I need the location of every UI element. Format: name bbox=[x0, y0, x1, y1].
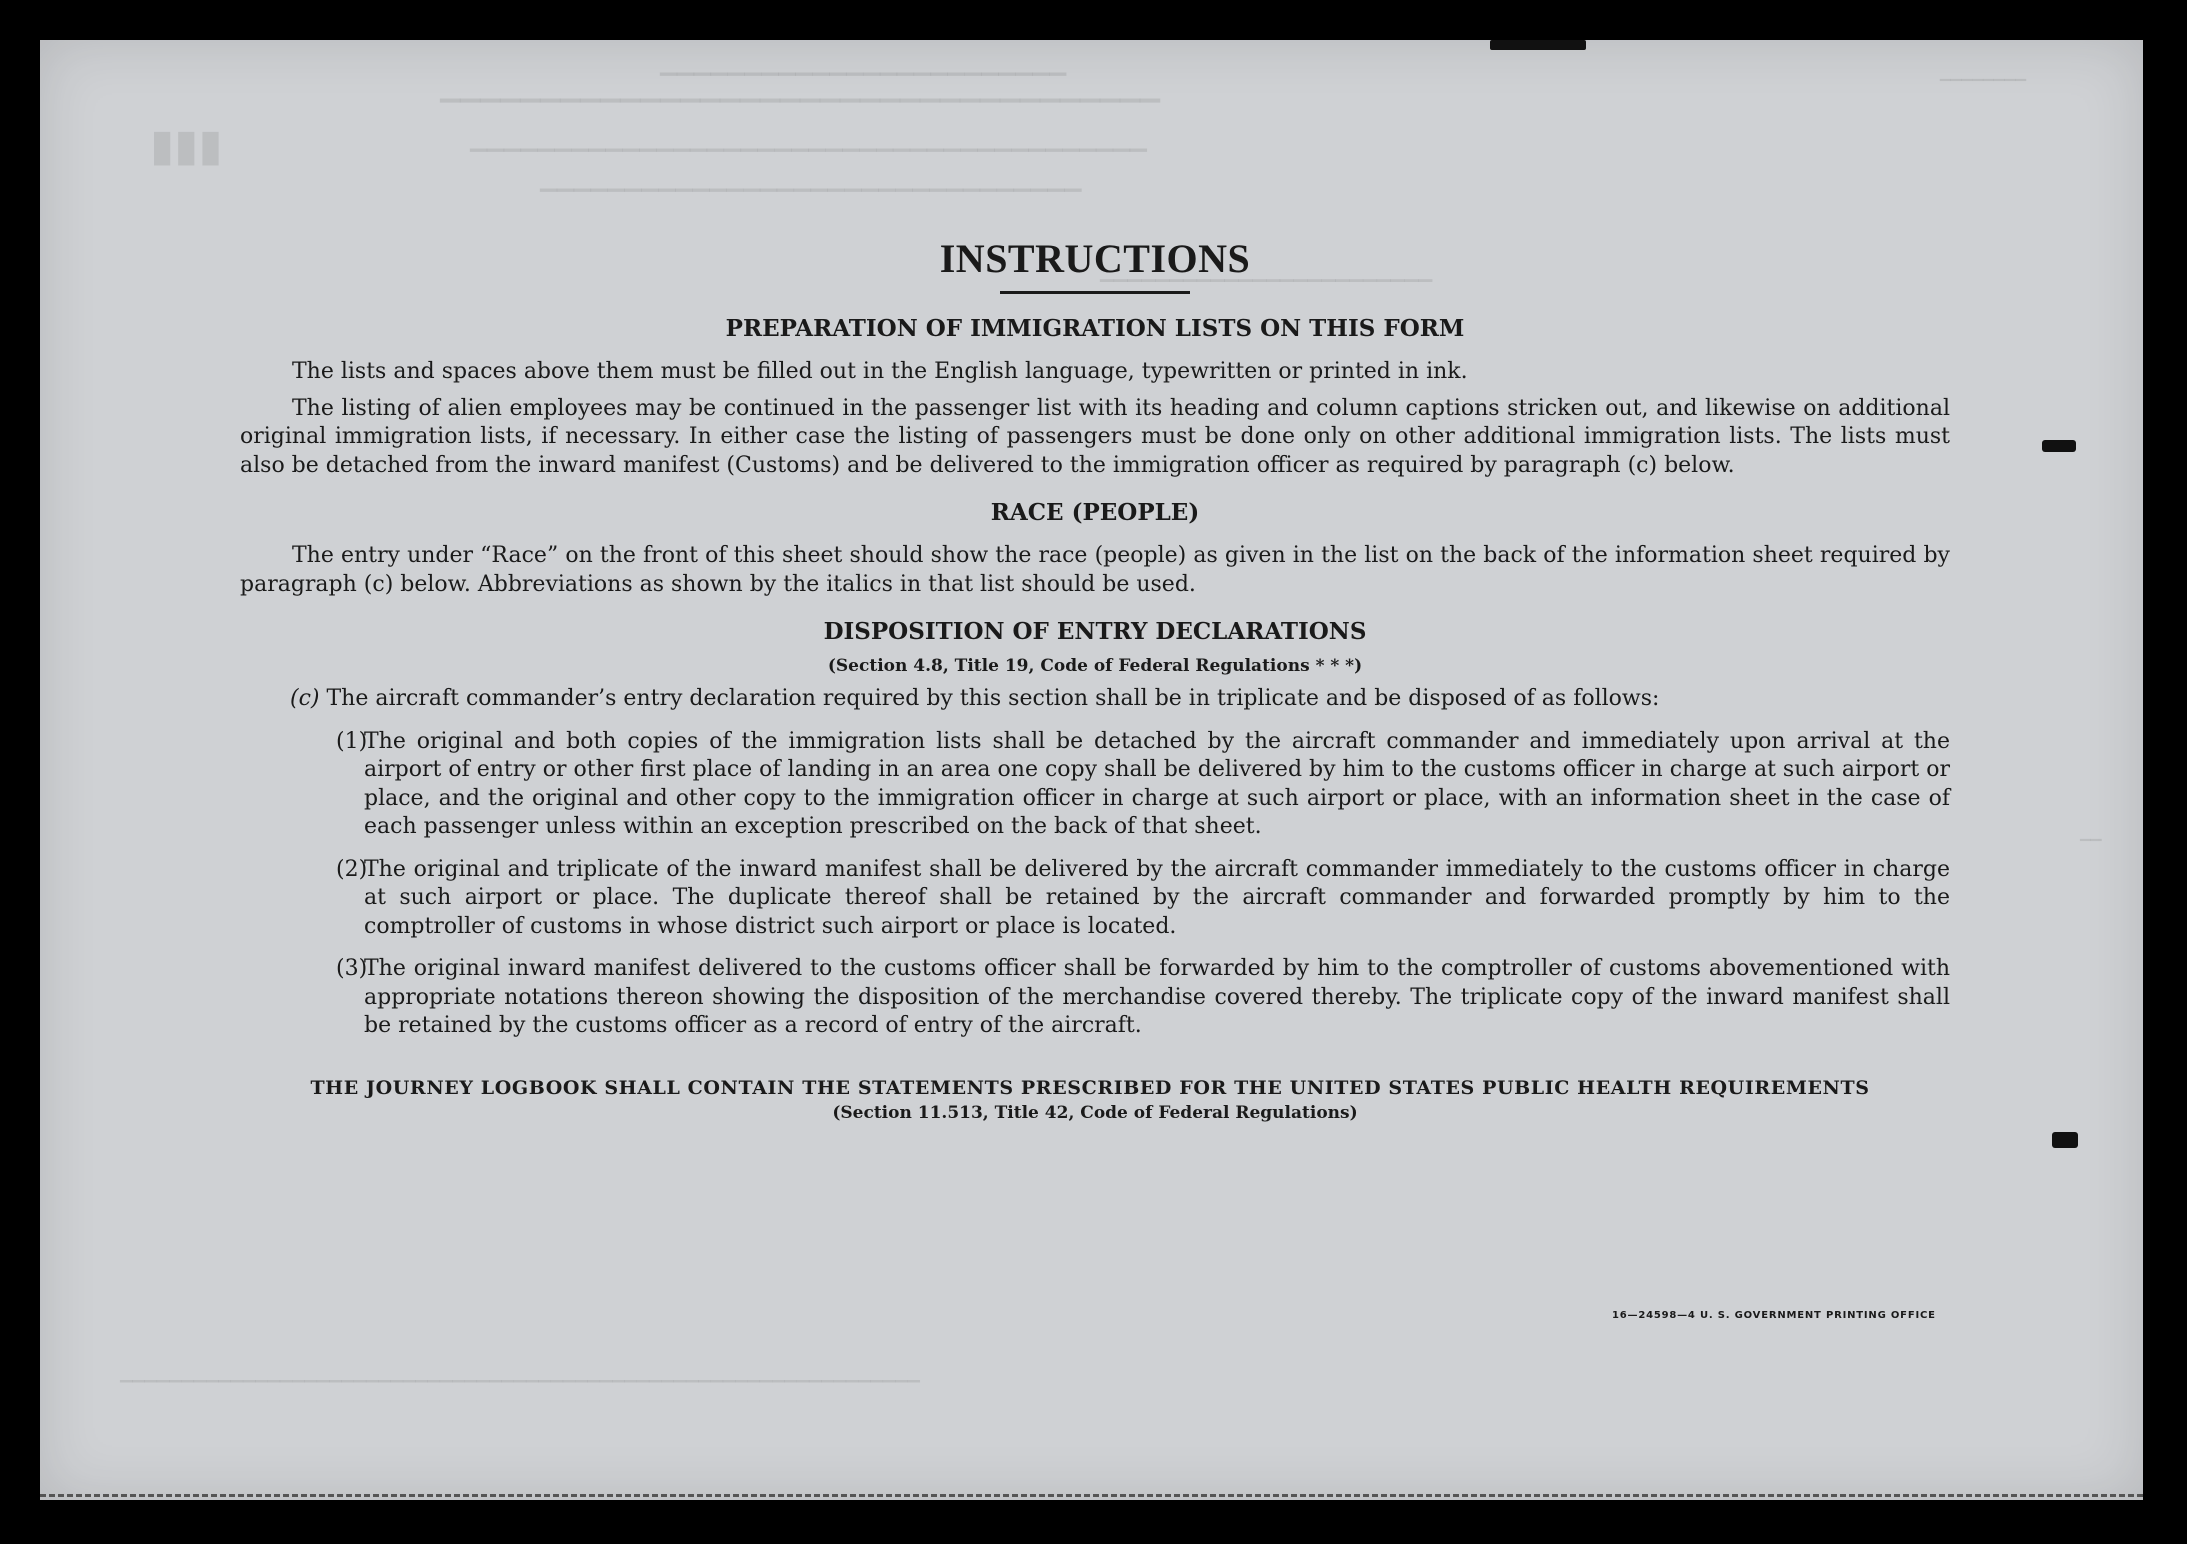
item-number: (3) bbox=[336, 956, 368, 981]
disposition-heading: DISPOSITION OF ENTRY DECLARATIONS bbox=[823, 618, 1367, 645]
disposition-citation: (Section 4.8, Title 19, Code of Federal Regulations * * *) bbox=[827, 656, 1363, 676]
page-title: INSTRUCTIONS bbox=[939, 236, 1251, 281]
item-text: The original and triplicate of the inward manifest shall be delivered by the aircraft commander immediately to the customs officer in charge at such airport or place. The duplicate thereof shall be retained by the aircraft commander and forwarded promptly by him to the comptroller of customs in whose district such airport or place is located. bbox=[364, 856, 1950, 939]
item-text: The original inward manifest delivered to the customs officer shall be forwarded by him to the comptroller of customs abovementioned with appropriate notations thereon showing the disposition of the merchandise covered thereby. The triplicate copy of the inward manifest shall be retained by the customs officer as a record of entry of the aircraft. bbox=[364, 956, 1950, 1038]
race-heading: RACE (PEOPLE) bbox=[990, 499, 1200, 526]
title-underline bbox=[1000, 291, 1190, 294]
item-number: (1) bbox=[336, 728, 368, 754]
item-text: The original and both copies of the immigration lists shall be detached by the aircraft commander and immediately upon arrival at the airport of entry or other first place of landing in an area one copy shall be delivered by him to the customs officer in charge at such airport or place, and the original and other copy to the immigration officer in charge at such airport or place, with an information sheet in the case of each passenger unless within an exception prescribed on the back of that sheet. bbox=[364, 728, 1950, 839]
paragraph-c-text: The aircraft commander’s entry declaration required by this section shall be in triplicate and be disposed of as follows: bbox=[326, 686, 1660, 711]
logbook-requirement-heading: THE JOURNEY LOGBOOK SHALL CONTAIN THE STATEMENTS PRESCRIBED FOR THE UNITED STATES PUBLIC HEALTH REQUIREMENTS bbox=[310, 1076, 1870, 1099]
disposition-item bbox=[240, 856, 1950, 942]
instructions-content bbox=[240, 235, 1950, 1125]
printer-mark: 16—24598—4 U. S. GOVERNMENT PRINTING OFFICE bbox=[1612, 1310, 1936, 1321]
binding-mark-top bbox=[2042, 440, 2076, 452]
preparation-paragraph-2: The listing of alien employees may be continued in the passenger list with its heading and column captions stricken out, and likewise on additional original immigration lists, if necessary. In either case the listing of passengers must be done only on other additional immigration lists. The lists must also be detached from the inward manifest (Customs) and be delivered to the immigration officer as required by paragraph (c) below. bbox=[240, 395, 1950, 478]
logbook-requirement-citation: (Section 11.513, Title 42, Code of Federal Regulations) bbox=[832, 1102, 1358, 1123]
bleed-through-texture: ▔▔▔▔▔▔▔▔▔▔▔▔▔▔▔▔▔▔▔▔▔▔▔▔ ▔▔▔▔▔▔▔▔▔▔▔▔▔▔▔▔▔▔▔▔▔▔▔▔▔▔▔▔▔▔▔▔▔▔▔▔ ▮▮▮ ▔▔▔▔▔▔▔▔▔▔▔▔▔▔▔▔▔▔▔▔▔▔▔▔▔▔▔▔▔▔▔▔▔▔▔▔▔▔▔▔ ▔▔▔▔▔▔▔▔▔▔▔▔▔▔▔▔▔▔▔▔▔▔▔▔▔▔▔▔▔▔▔▔ ▔▔▔▔▔▔▔▔▔▔▔▔▔▔▔▔▔▔▔▔▔▔▔▔ ▔▔▔▔▔▔▔▔ ▔▔ ▔▔▔▔▔▔▔▔▔▔▔▔▔▔▔▔▔▔▔▔▔▔▔▔▔▔▔▔▔▔▔▔▔▔▔▔▔▔▔▔▔▔▔▔▔▔▔▔▔▔▔▔▔▔▔▔▔▔▔▔▔▔▔▔▔ bbox=[120, 74, 2102, 1399]
perforation-line bbox=[40, 1494, 2143, 1497]
item-number: (2) bbox=[336, 856, 368, 882]
tape-mark-top bbox=[1490, 40, 1586, 50]
race-paragraph: The entry under “Race” on the front of this sheet should show the race (people) as given in the list on the back of the information sheet required by paragraph (c) below. Abbreviations as shown by the italics in that list should be used. bbox=[240, 543, 1950, 597]
disposition-item bbox=[240, 955, 1950, 1041]
document-page bbox=[40, 40, 2143, 1500]
preparation-heading: PREPARATION OF IMMIGRATION LISTS ON THIS FORM bbox=[725, 315, 1465, 342]
paragraph-c-label: (c) bbox=[290, 686, 320, 711]
preparation-paragraph-1: The lists and spaces above them must be filled out in the English language, typewritten or printed in ink. bbox=[292, 359, 1468, 384]
disposition-item bbox=[240, 728, 1950, 842]
binding-mark-bottom bbox=[2052, 1132, 2078, 1148]
paragraph-c bbox=[240, 685, 1950, 714]
